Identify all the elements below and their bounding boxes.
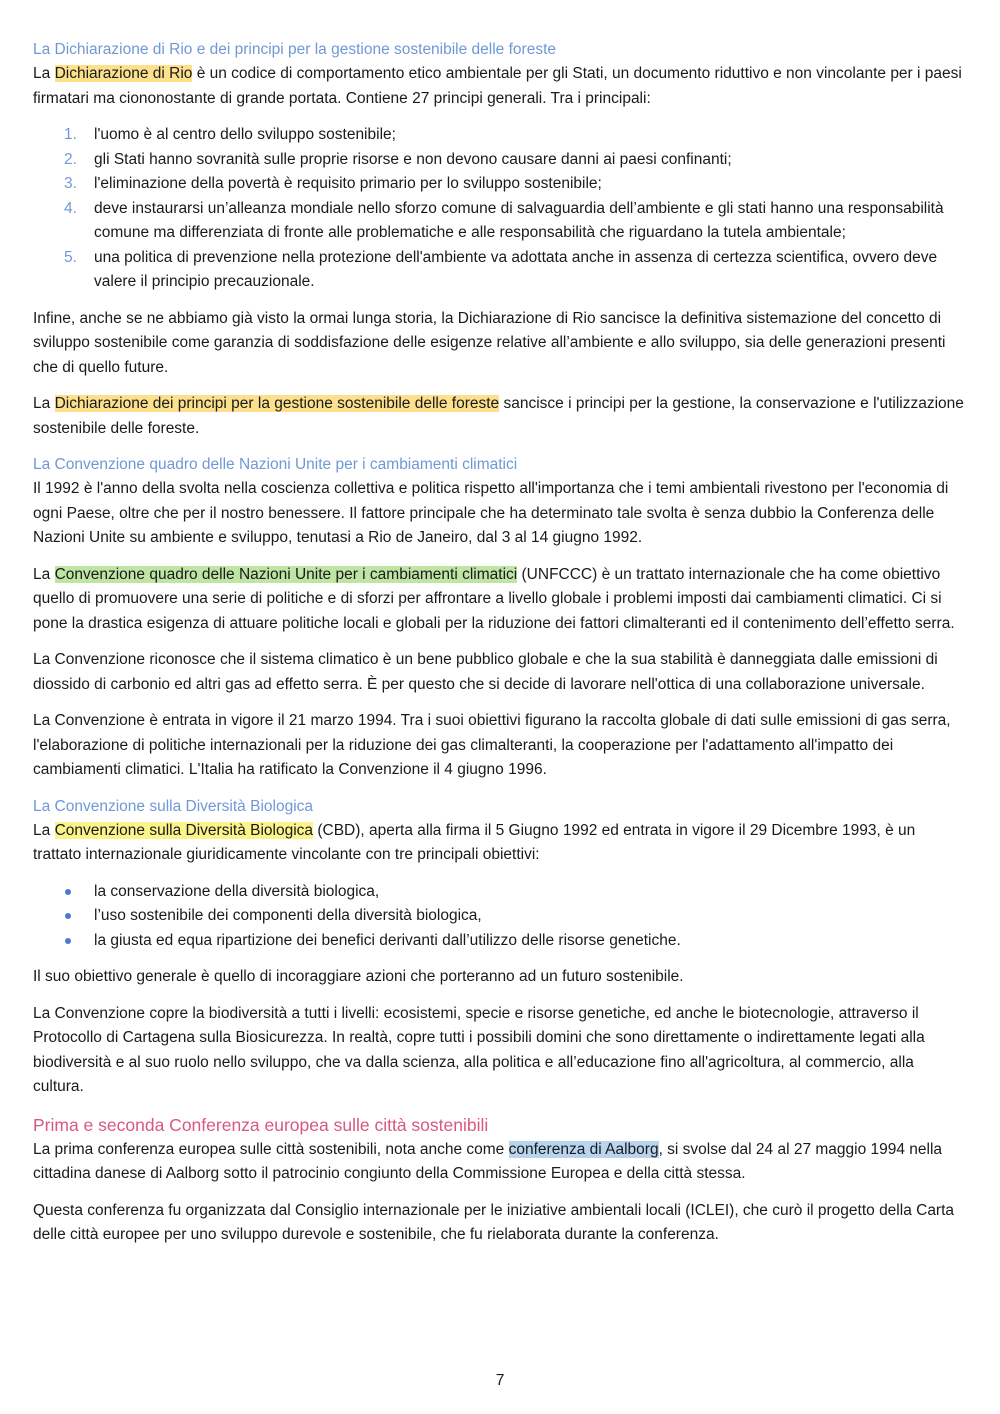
paragraph: Il suo obiettivo generale è quello di incoraggiare azioni che porteranno ad un futuro sostenibile. [33,968,684,985]
text: sancisce i principi per la gestione, la conservazione e l'utilizzazione sostenibile delle foreste. [33,395,964,437]
bullet-icon [65,889,71,895]
paragraph [33,1138,966,1187]
paragraph [33,819,966,868]
list-item [33,172,966,197]
text: La [33,395,55,412]
paragraph: La Convenzione copre la biodiversità a tutti i livelli: ecosistemi, specie e risorse genetiche, ed anche le biotecnologie, attraverso il Protocollo di Cartagena sulla Biosicurezza. In realtà, copre tutti i possibili domini che sono direttamente o indirettamente legati alla biodiversità e al suo ruolo nello sviluppo, che va dalla scienza, alla politica e all’educazione fino all'agricoltura, al commercio, alla cultura. [33,1004,925,1095]
text: La prima conferenza europea sulle città sostenibili, nota anche come [33,1140,509,1158]
page-number: 7 [495,1372,505,1389]
text: è un codice di comportamento etico ambientale per gli Stati, un documento riduttivo e non vincolante per i paesi firmatari ma ciononostante di grande portata. Contiene 27 principi generali. Tra i principali: [33,65,962,107]
text: La [33,565,55,583]
list-text: l’uso sostenibile dei componenti della diversità biologica, [94,907,482,924]
text: (CBD), aperta alla firma il 5 Giugno 1992 ed entrata in vigore il 29 Dicembre 1993, è un trattato internazionale giuridicamente vincolante con tre principali obiettivi: [33,821,916,863]
text: (UNFCCC) è un trattato internazionale che ha come obiettivo quello di promuovere una serie di politiche e di sforzi per affrontare a livello globale i problemi imposti dai cambiamenti climatici. Ci si pone la drastica esigenza di attuare politiche locali e globali per la riduzione dei fattori climalteranti ed il contenimento dell’effetto serra. [33,565,955,632]
list-item [33,197,966,246]
list-item [33,148,966,173]
text: La [33,65,55,82]
section-heading-unfccc: La Convenzione quadro delle Nazioni Unite per i cambiamenti climatici [33,456,518,473]
list-item [33,123,966,148]
highlight: Convenzione quadro delle Nazioni Unite per i cambiamenti climatici [54,565,518,583]
list-text: la giusta ed equa ripartizione dei benefici derivanti dall’utilizzo delle risorse genetiche. [94,931,681,949]
list-text: la conservazione della diversità biologica, [94,882,380,900]
text: , si svolse dal 24 al 27 maggio 1994 nella cittadina danese di Aalborg sotto il patrocinio congiunto della Commissione Europea e della città stessa. [33,1140,943,1182]
list-number: 1. [64,126,77,143]
list-item [33,246,966,295]
list-number: 5. [64,248,77,266]
bullet-icon [65,938,71,944]
list-number: 4. [64,199,77,217]
list-number: 3. [64,175,77,192]
section-heading-rio: La Dichiarazione di Rio e dei principi per la gestione sostenibile delle foreste [33,41,556,58]
list-text: una politica di prevenzione nella protezione dell'ambiente va adottata anche in assenza di certezza scientifica, ovvero deve valere il principio precauzionale. [94,248,938,290]
numbered-list [33,123,966,295]
highlight: conferenza di Aalborg [508,1140,659,1158]
bullet-icon [65,913,71,919]
list-item [33,880,966,905]
section-heading-cbd: La Convenzione sulla Diversità Biologica [33,797,314,815]
paragraph: Questa conferenza fu organizzata dal Consiglio internazionale per le iniziative ambientali locali (ICLEI), che curò il progetto della Carta delle città europee per uno sviluppo durevole e sostenibile, che fu rielaborata durante la conferenza. [33,1201,955,1243]
text: La [33,821,55,839]
paragraph: La Convenzione riconosce che il sistema climatico è un bene pubblico globale e che la sua stabilità è danneggiata dalle emissioni di diossido di carbonio ed altri gas ad effetto serra. È per questo che si decide di lavorare nell'ottica di una collaborazione universale. [33,651,938,693]
list-text: l'uomo è al centro dello sviluppo sostenibile; [94,126,396,143]
paragraph: La Convenzione è entrata in vigore il 21 marzo 1994. Tra i suoi obiettivi figurano la raccolta globale di dati sulle emissioni di gas serra, l'elaborazione di politiche internazionali per la riduzione dei gas climalteranti, la cooperazione per l'adattamento all'impatto dei cambiamenti climatici. L'Italia ha ratificato la Convenzione il 4 giugno 1996. [33,712,951,778]
section-heading-aalborg: Prima e seconda Conferenza europea sulle città sostenibili [33,1114,489,1135]
list-text: l'eliminazione della povertà è requisito primario per lo sviluppo sostenibile; [94,175,602,192]
list-item [33,929,966,954]
highlight: Dichiarazione dei principi per la gestione sostenibile delle foreste [54,395,500,412]
paragraph [33,563,966,637]
paragraph [33,392,966,441]
paragraph [33,62,966,111]
list-text: deve instaurarsi un’alleanza mondiale nello sforzo comune di salvaguardia dell’ambiente e gli stati hanno una responsabilità comune ma differenziata di fronte alle problematiche e alle responsabilità che riguardano la tutela ambientale; [94,199,944,241]
highlight: Convenzione sulla Diversità Biologica [54,821,314,839]
paragraph: Il 1992 è l'anno della svolta nella coscienza collettiva e politica rispetto all'importanza che i temi ambientali rivestono per l'economia di ogni Paese, oltre che per il nostro benessere. Il fattore principale che ha determinato tale svolta è senza dubbio la Conferenza delle Nazioni Unite su ambiente e sviluppo, tenutasi a Rio de Janeiro, dal 3 al 14 giugno 1992. [33,480,949,546]
highlight: Dichiarazione di Rio [54,65,193,82]
list-text: gli Stati hanno sovranità sulle proprie risorse e non devono causare danni ai paesi confinanti; [94,150,732,168]
list-item [33,904,966,929]
bullet-list [33,880,966,954]
paragraph: Infine, anche se ne abbiamo già visto la ormai lunga storia, la Dichiarazione di Rio sancisce la definitiva sistemazione del concetto di sviluppo sostenibile come garanzia di soddisfazione delle esigenze relative all’ambiente e allo sviluppo, sia delle generazioni presenti che di quello future. [33,309,946,376]
list-number: 2. [64,150,77,168]
